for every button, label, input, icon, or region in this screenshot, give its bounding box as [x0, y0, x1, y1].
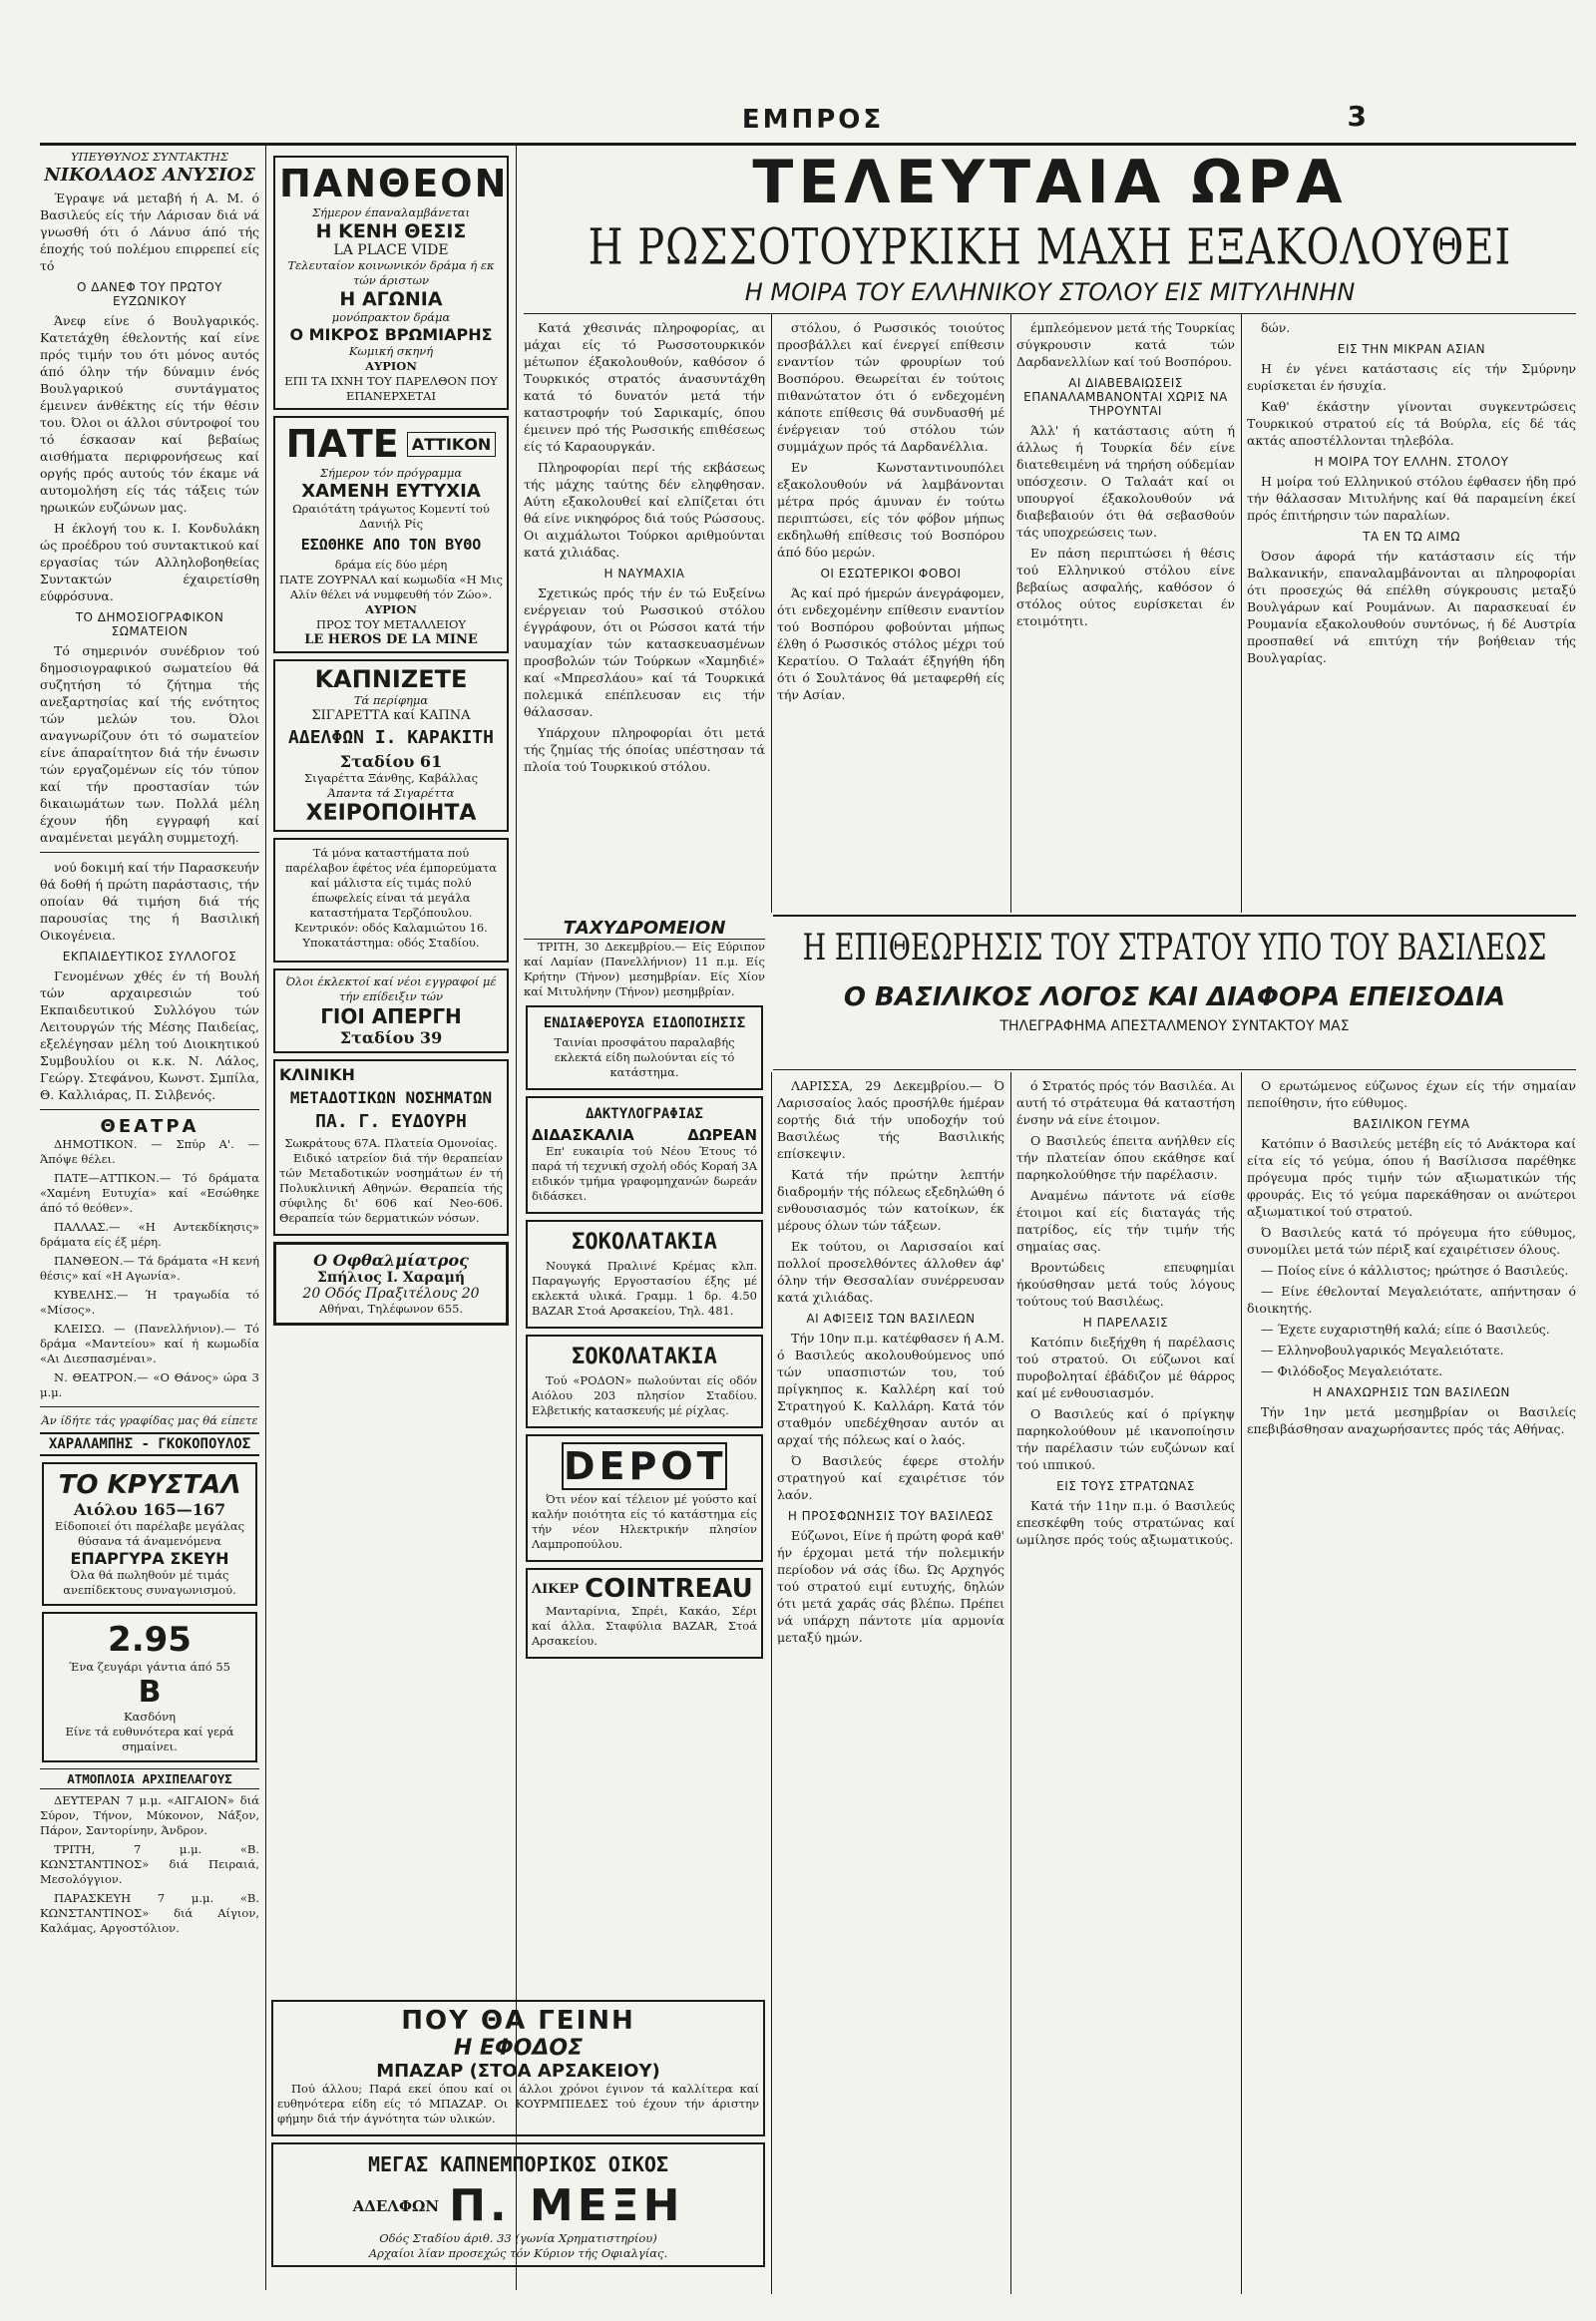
column-8	[1016, 1077, 1235, 2289]
ad-title: ΠΟΥ ΘΑ ΓΕΙΝΗ	[401, 2006, 635, 2036]
article-paragraph: Άνεφ είνε ό Βουλγαρικός. Κατετάχθη έθελοντής καί είνε πρός τιμήν του ότι μόνος αυτός άπό όλην τήν δύναμιν ένός Βουλγαρικού συντάγματος έμεινεν άνθέκτης είς τήν θέσιν του. Όλοι οι άλλοι σύντροφοί του τό έσκασαν καί βεβαίως αισθήματα περιφρονήσεως καί οργής πρός αυτούς τόν έκαμε νά αυτομολήση είς τάς τάξεις τών ηρωικών ευζώνων μας.	[40, 313, 259, 515]
advertisement-chocolates	[526, 1220, 763, 1329]
article-paragraph: ΛΑΡΙΣΣΑ, 29 Δεκεμβρίου.— Ό Λαρισσαίος λαός προσήλθε ήμέραν εορτής διά τήν υποδοχήν τού Βασιλέως τής Βασιλικής επίσκεψιν.	[777, 1078, 1004, 1161]
ad-text: Άπαντα τά Σιγαρέττα	[327, 786, 455, 800]
article-paragraph: Η έν γένει κατάστασις είς τήν Σμύρνην ευρίσκεται έν ήσυχία.	[1247, 361, 1576, 393]
article-paragraph: — Ποίος είνε ό κάλλιστος; ηρώτησε ό Βασιλεύς.	[1261, 1263, 1569, 1278]
ad-play-title: Η ΑΓΩΝΙΑ	[339, 288, 443, 310]
ad-address: Σταδίου 39	[339, 1028, 443, 1047]
ad-text: Όλα θά πωληθούν μέ τιμάς ανεπίδεκτους συναγωνισμού.	[63, 1568, 236, 1597]
column-divider	[265, 146, 266, 2290]
ad-text: ΠΑΤΕ ΖΟΥΡΝΑΛ καί κωμωδία «Η Μις Αλίν θέλει νά νυμφευθή τόν Ζώο».	[279, 573, 503, 601]
ad-title: ΣΟΚΟΛΑΤΑΚΙΑ	[572, 1345, 717, 1369]
ad-title-row	[532, 1126, 757, 1144]
column-divider	[1241, 1072, 1242, 2294]
ad-brand: ΜΠΑΖΑΡ (ΣΤΟΑ ΑΡΣΑΚΕΙΟΥ)	[376, 2061, 660, 2082]
column-4	[777, 319, 1004, 908]
ad-title: COINTREAU	[585, 1574, 753, 1604]
ad-title: ΧΕΙΡΟΠΟΙΗΤΑ	[305, 801, 477, 826]
article-paragraph: Η μοίρα τού Ελληνικού στόλου έφθασεν ήδη πρό τήν θάλασσαν Μιτυλήνης καί θά παραμείνη έκεί πρός έπιτήρησιν τών παραλίων.	[1247, 474, 1576, 523]
ad-brand: Σπήλιος Ι. Χαραμή	[316, 1270, 466, 1286]
ad-title: ΚΑΠΝΙΖΕΤΕ	[314, 665, 468, 693]
ad-text: μονόπρακτον δράμα	[331, 310, 451, 324]
column-3-lower	[524, 918, 765, 1995]
article-paragraph: Κατόπιν ό Βασιλεύς μετέβη είς τό Ανάκτορα καί είτα είς τό γεύμα, όπου ή Βασίλισσα παρέθηκε πρόγευμα πρός τιμήν τών αξιωματικών τής φρουράς. Εις τό γεύμα παρεκάθησαν οι ανώτεροι αξιωματικοί τού στρατού.	[1247, 1136, 1576, 1219]
advertisement-apergi	[273, 968, 509, 1053]
ad-text: Αρχαίοι λίαν προσεχώς τόν Κύριον τής Οφιαλγίας.	[368, 2246, 668, 2260]
ship-listing: ΠΑΡΑΣΚΕΥΗ 7 μ.μ. «Β. ΚΩΝΣΤΑΝΤΙΝΟΣ» διά Αίγιον, Καλάμας, Αργοστόλιον.	[40, 1891, 259, 1935]
deck: Η ΜΟΙΡΑ ΤΟΥ ΕΛΛΗΝΙΚΟΥ ΣΤΟΛΟΥ ΕΙΣ ΜΙΤΥΛΗΝΗΝ	[744, 278, 1356, 306]
ad-title: ΔΩΡΕΑΝ	[687, 1126, 757, 1144]
ad-address: Σταδίου 61	[339, 752, 443, 771]
article-paragraph: Κατά τήν 11ην π.μ. ό Βασιλεύς επεσκέφθη τούς στρατώνας καί ωμίλησε πρός τούς αξιωματικούς.	[1016, 1498, 1235, 1547]
article-paragraph: Κατόπιν διεξήχθη ή παρέλασις τού στρατού. Οι εύζωνοι καί πυροβοληταί έβάδιζον μέ θάρρος καί μέ ενθουσιασμόν.	[1016, 1335, 1235, 1400]
ad-title: ΧΑΡΑΛΑΜΠΗΣ - ΓΚΟΚΟΠΟΥΛΟΣ	[40, 1432, 259, 1456]
theatre-listing: Ν. ΘΕΑΤΡΟΝ.— «Ο Θάνος» ώρα 3 μ.μ.	[40, 1370, 259, 1399]
ad-text: δράμα είς δύο μέρη	[334, 558, 448, 572]
article-paragraph: Ο Βασιλεύς έπειτα ανήλθεν είς τήν πλατείαν όπου εκάθησε καί παρηκολούθησε τήν παρέλασιν.	[1016, 1133, 1235, 1182]
article-paragraph: — Έχετε ευχαριστηθή καλά; είπε ό Βασιλεύς.	[1261, 1322, 1550, 1337]
ad-text: Ταινίαι προσφάτου παραλαβής εκλεκτά είδη πωλούνται είς τό κατάστημα.	[554, 1035, 735, 1079]
ad-text: Ωραιότάτη τράγωτος Κομεντί τού Δανιήλ Ρίς	[292, 502, 490, 531]
column-9	[1247, 1077, 1576, 2289]
ad-letter: Β	[138, 1675, 162, 1710]
lower-headline: Η ΕΠΙΘΕΩΡΗΣΙΣ ΤΟΥ ΣΤΡΑΤΟΥ ΥΠΟ ΤΟΥ ΒΑΣΙΛΕΩΣ	[802, 927, 1547, 969]
ad-title: ΤΟ ΚΡΥΣΤΑΛ	[58, 1470, 241, 1500]
article-paragraph: Πληροφορίαι περί τής εκβάσεως τής μάχης ταύτης δέν εληφθησαν. Αύτη εξακολουθεί καί ελπίζεται ότι θά είνε νικηφόρος διά τούς Ρώσσους. Οι αιχμάλωτοι Τούρκοι αριθμούνται κατά χιλιάδας.	[524, 460, 765, 560]
section-subheading: Η ΝΑΥΜΑΧΙΑ	[603, 567, 685, 580]
section-subheading: ΕΙΣ ΤΟΥΣ ΣΤΡΑΤΩΝΑΣ	[1056, 1479, 1195, 1493]
article-paragraph: Εν Κωνσταντινουπόλει εξακολουθούν νά λαμβάνονται μέτρα πρός άμυναν έν τούτω περιπτώσει, είς τόν φόβον μήπως εκδηλωθή επίθεσις τού Βοσπόρου άπό δύο μερών.	[777, 460, 1004, 560]
ad-title-row	[277, 2180, 759, 2231]
section-subheading: ΤΑ ΕΝ ΤΩ ΑΙΜΩ	[1363, 530, 1460, 544]
lower-headline-rule	[773, 915, 1576, 917]
ad-play-title: Ο ΜΙΚΡΟΣ ΒΡΩΜΙΑΡΗΣ	[289, 325, 493, 344]
ad-text: Άν ίδήτε τάς γραφίδας μας θά είπετε	[41, 1413, 258, 1427]
column-2-ads	[271, 150, 511, 2294]
ad-address: Οδός Σταδίου άριθ. 33 (γωνία Χρηματιστηρίου)	[379, 2231, 657, 2245]
ad-text: Νουγκά Πραλινέ Κρέμας κλπ. Παραγωγής Εργοστασίου έξης μέ εκλεκτά υλικά. Γραμμ. 1 δρ. 4.50 BAZAR Στοά Αρσακείου, Τηλ. 481.	[532, 1259, 757, 1318]
ad-title: DEPOT	[564, 1444, 727, 1488]
theatre-listing: ΠΑΛΛΑΣ.— «Η Αντεκδίκησις» δράματα είς έξ μέρη.	[40, 1220, 259, 1249]
section-subheading: Η ΑΝΑΧΩΡΗΣΙΣ ΤΩΝ ΒΑΣΙΛΕΩΝ	[1313, 1385, 1510, 1399]
ad-text: Ότι νέον καί τέλειον μέ γούστο καί καλήν ποιότητα είς τό κατάστημα είς τήν νέον Ηλεκτρικήν πλησίον Λαμπροπούλου.	[532, 1492, 757, 1551]
ad-text: ΠΡΟΣ ΤΟΥ ΜΕΤΑΛΛΕΙΟΥ	[315, 617, 467, 631]
ad-title-row	[279, 422, 503, 466]
column-6	[1247, 319, 1576, 908]
section-subheading: Η ΠΡΟΣΦΩΝΗΣΙΣ ΤΟΥ ΒΑΣΙΛΕΩΣ	[787, 1509, 995, 1523]
theatre-listing: ΠΑΝΘΕΟΝ.— Τά δράματα «Η κενή θέσις» καί «Η Αγωνία».	[40, 1254, 259, 1283]
article-paragraph: Ο Βασιλεύς καί ό πρίγκηψ παρηκολούθουν μέ ικανοποίησιν τήν παρέλασιν τών ευζώνων καί τού ιππικού.	[1016, 1406, 1235, 1472]
theatre-listing: ΚΥΒΕΛΗΣ.— Ή τραγωδία τό «Μίσος».	[40, 1288, 259, 1317]
byline: ΤΗΛΕΓΡΑΦΗΜΑ ΑΠΕΣΤΑΛΜΕΝΟΥ ΣΥΝΤΑΚΤΟΥ ΜΑΣ	[999, 1018, 1350, 1034]
article-paragraph: Τήν 10ην π.μ. κατέφθασεν ή Α.Μ. ό Βασιλεύς ακολουθούμενος υπό τών υπασπιστών του, τού πρίγκηπος κ. Καλλέρη καί τού Στρατηγού Κ. Καλλάρη. Κατά τόν σταθμόν υπεδέχθησαν αυτόν αι αρχαί τής πόλεως καί ο λαός.	[777, 1331, 1004, 1447]
section-subheading: ΒΑΣΙΛΙΚΟΝ ΓΕΥΜΑ	[1353, 1117, 1470, 1131]
ad-title: ΠΑΝΘΕΟΝ	[279, 162, 509, 205]
ad-brand: Π. ΜΕΞΗ	[449, 2180, 684, 2231]
ad-text: Είδοποιεί ότι παρέλαβε μεγάλας θύσανα τά άναμενόμενα	[54, 1519, 245, 1548]
article-paragraph: Γενομένων χθές έν τή Βουλή τών αρχαιρεσιών τού Εκπαιδευτικού Συλλόγου τών Λειτουργών τής Μέσης Παιδείας, εξελέγησαν μέλη τού Διοικητικού Συμβουλίου οι κ.κ. Ν. Λάλος, Γεώργ. Στεφάνου, Κωνστ. Σμπίλα, Θ. Καλλιάρας, Π. Σιλβενός.	[40, 968, 259, 1102]
column-divider	[1241, 314, 1242, 913]
ad-address: Σωκράτους 67Α. Πλατεία Ομονοίας.	[284, 1136, 498, 1150]
article-paragraph: Κατά τήν πρώτην λεπτήν διαδρομήν τής πόλεως εξεδηλώθη ό ενθουσιασμός τών κατοίκων, έκ μέρους όλων τών τάξεων.	[777, 1167, 1004, 1233]
ad-play-title: ΧΑΜΕΝΗ ΕΥΤΥΧΙΑ	[301, 481, 481, 502]
ship-listing: ΔΕΥΤΕΡΑΝ 7 μ.μ. «ΑΙΓΑΙΟΝ» διά Σύρον, Τήνον, Μύκονον, Νάξον, Πάρον, Σαντορίνην, Άνδρον.	[40, 1793, 259, 1837]
ad-label: ΛΙΚΕΡ	[532, 1581, 580, 1597]
ad-brand: ΑΔΕΛΦΩΝ Ι. ΚΑΡΑΚΙΤΗ	[288, 727, 494, 748]
masthead-rule	[40, 143, 1576, 146]
article-paragraph: — Ελληνοβουλγαρικός Μεγαλειότατε.	[1261, 1343, 1504, 1357]
article-paragraph: Εκ τούτου, οι Λαρισσαίοι καί πολλοί προσελθόντες άλλοθεν άφ' όλην τήν Θεσσαλίαν συνέρρευσαν κατά χιλιάδας.	[777, 1239, 1004, 1305]
article-paragraph: Ό Βασιλεύς έφερε στολήν στρατηγού καί εχαιρέτισε τόν λαόν.	[777, 1453, 1004, 1502]
ad-address: 20 Οδός Πραξιτέλους 20	[302, 1286, 480, 1302]
ad-text: Κωμική σκηνή	[348, 344, 434, 358]
lower-headline-block	[773, 923, 1576, 1067]
masthead	[249, 100, 1377, 140]
column-divider	[516, 146, 517, 2290]
ad-street: Κασδόνη	[124, 1710, 176, 1724]
ad-play-title: Η ΚΕΝΗ ΘΕΣΙΣ	[315, 220, 467, 242]
ad-title: Η ΕΦΟΔΟΣ	[453, 2036, 584, 2061]
advertisement-karakiti	[273, 659, 509, 832]
ad-play-title: ΕΣΩΘΗΚΕ ΑΠΟ ΤΟΝ ΒΥΘΟ	[300, 536, 482, 554]
advertisement-ophthalmologist	[273, 1242, 509, 1326]
article-paragraph: Καθ' έκάστην γίνονται συγκεντρώσεις Τουρκικού στρατού είς τά Βούρλα, είς δέ τάς ακτάς αποστέλλονται τηλεβόλα.	[1247, 399, 1576, 448]
advertisement-pantheon	[273, 156, 509, 410]
section-subheading: ΟΙ ΕΣΩΤΕΡΙΚΟΙ ΦΟΒΟΙ	[820, 567, 962, 580]
article-paragraph: Ό Βασιλεύς κατά τό πρόγευμα ήτο εύθυμος, συνομίλει μετά τών πέριξ καί εχαιρέτισεν όλους.	[1247, 1225, 1576, 1257]
article-paragraph: Άλλ' ή κατάστασις αύτη ή άλλως ή Τουρκία δέν είνε διατεθειμένη νά τηρήση ούδεμίαν υπόσχεσιν. Ο Ταλαάτ καί οι υπουργοί έξακολουθούν νά διαβεβαιούν ότι θά σεβασθούν τάς υποχρεώσεις των.	[1016, 423, 1235, 540]
advertisement-bazaar	[271, 2000, 765, 2136]
section-subheading: ΑΙ ΔΙΑΒΕΒΑΙΩΣΕΙΣ ΕΠΑΝΑΛΑΜΒΑΝΟΝΤΑΙ ΧΩΡΙΣ ΝΑ ΤΗΡΟΥΝΤΑΙ	[1023, 376, 1228, 418]
theatres-heading: ΘΕΑΤΡΑ	[100, 1116, 200, 1137]
article-paragraph: — Είνε έθελονταί Μεγαλειότατε, απήντησαν ό διοικητής.	[1247, 1284, 1576, 1316]
article-paragraph: Άς καί πρό ήμερών άνεγράφομεν, ότι ενδεχομένην επίθεσιν εναντίον τού Βοσπόρου φοβούνται μήπως έλθη ό Ρωσσικός στόλος μέχρι τού Κερατίου. Ο Ταλαάτ έξηγήθη ήδη ότι ό Σουλτάνος θά μεταφερθή είς τήν Ασίαν.	[777, 585, 1004, 702]
ad-text: Ένα ζευγάρι γάντια άπό 55	[69, 1660, 230, 1674]
column-divider	[771, 1072, 772, 2294]
ad-title: ΣΟΚΟΛΑΤΑΚΙΑ	[572, 1230, 717, 1255]
article-paragraph: έμπλεόμενον μετά τής Τουρκίας σύγκρουσιν κατά τών Δαρδανελλίων καί τού Βοσπόρου.	[1016, 320, 1235, 369]
article-paragraph: Σχετικώς πρός τήν έν τώ Ευξείνω ενέργειαν τού Ρωσσικού στόλου έγγράφουν, ότι οι Ρώσσοι κατά τήν ναυμαχίαν τών κατασκευασμένων προσβολών τών Τούρκων «Χαμηδιέ» καί «Μπρεσλάου» καί τά Τουρκικά πολεμικά επέπλευσαν εις τήν θάλασσαν.	[524, 585, 765, 719]
editor-label: ΥΠΕΥΘΥΝΟΣ ΣΥΝΤΑΚΤΗΣ	[70, 150, 229, 164]
advertisement-typing	[526, 1096, 763, 1214]
ad-text: Επ' ευκαιρία τού Νέου Έτους τό παρά τή τεχνική σχολή οδός Κοραή 3Α ειδικόν τμήμα γραφομηχανών δωρεάν διδάσκει.	[532, 1144, 757, 1203]
ad-price: 2.95	[108, 1620, 192, 1660]
mail-listing: ΤΡΙΤΗ, 30 Δεκεμβρίου.— Είς Εύριπον καί Λαμίαν (Πανελλήνιον) 11 π.μ. Είς Κρήτην (Τήνον) μεσημβρίαν. Είς Χίον καί Μιτυλήνην (Τήνον) μεσημβρίαν.	[524, 940, 765, 998]
ad-title: ΑΤΤΙΚΟΝ	[407, 432, 497, 457]
ad-brand: ΓΙΟΙ ΑΠΕΡΓΗ	[320, 1004, 462, 1028]
section-subheading: ΕΚΠΑΙΔΕΥΤΙΚΟΣ ΣΥΛΛΟΓΟΣ	[62, 950, 237, 964]
ad-text: Μανταρίνια, Σπρέι, Κακάο, Σέρι καί άλλα. Σταφύλια BAZAR, Στοά Αρσακείου.	[532, 1604, 757, 1648]
ad-text: Ειδικό ιατρείον διά τήν θεραπείαν τών Μεταδοτικών νοσημάτων έν τή Πολυκλινική Αθηνών. Θεραπεία τής σύφιλης δι' 606 καί Neo-606. Θεραπεία τών δερματικών νόσων.	[279, 1151, 503, 1225]
ad-title: ΜΕΤΑΔΟΤΙΚΩΝ ΝΟΣΗΜΑΤΩΝ	[289, 1088, 493, 1107]
bottom-ads	[271, 2000, 765, 2299]
lower-sub-headline: Ο ΒΑΣΙΛΙΚΟΣ ΛΟΓΟΣ ΚΑΙ ΔΙΑΦΟΡΑ ΕΠΕΙΣΟΔΙΑ	[843, 982, 1506, 1012]
ad-text: Όλοι έκλεκτοί καί νέοι εγγραφοί μέ τήν επίδειξιν τών	[285, 974, 497, 1003]
column-3	[524, 319, 765, 908]
advertisement-chocolates-rodon	[526, 1335, 763, 1428]
section-subheading: ΤΟ ΔΗΜΟΣΙΟΓΡΑΦΙΚΟΝ ΣΩΜΑΤΕΙΟΝ	[75, 610, 224, 638]
column-1	[40, 150, 259, 2294]
ad-text: ΣΙΓΑΡΕΤΤΑ καί ΚΑΠΝΑ	[311, 708, 471, 723]
article-paragraph: Ο ερωτώμενος εύζωνος έχων είς τήν σημαίαν πεποίθησιν, ήτο εύθυμος.	[1247, 1078, 1576, 1110]
lower-headline-rule-bottom	[773, 1069, 1576, 1070]
theatre-listing: ΠΑΤΕ—ΑΤΤΙΚΟΝ.— Τό δράματα «Χαμένη Ευτυχία» καί «Εσώθηκε άπό τό θεόθεν».	[40, 1171, 259, 1215]
headline-rule	[524, 313, 1576, 314]
article-paragraph: ό Στρατός πρός τόν Βασιλέα. Αι αυτή τό στράτευμα θά καταστήση ένσην νά είνε έτοιμον.	[1016, 1078, 1235, 1127]
advertisement-notice	[526, 1005, 763, 1090]
article-paragraph: Εύζωνοι, Είνε ή πρώτη φορά καθ' ήν έρχομαι μετά τήν πολεμικήν περίοδον νά σάς ίδω. Ώς Αρχηγός τού στρατού ειμί ευτυχής, δηλών ότι μετά χαράς σάς βλέπω. Πρέπει νά υπάρχη πάντοτε μία αρμονία μεταξύ ημών.	[777, 1528, 1004, 1645]
advertisement-depot	[526, 1434, 763, 1562]
article-paragraph: Τήν 1ην μετά μεσημβρίαν οι Βασιλείς επεβιβάσθησαν αναχωρήσαντες πρός τάς Αθήνας.	[1247, 1404, 1576, 1436]
ad-title: ΚΛΙΝΙΚΗ	[279, 1065, 355, 1084]
ad-text: Σήμερον έπαναλαμβάνεται	[312, 205, 470, 219]
top-headline-block	[524, 148, 1576, 312]
article-paragraph: δών.	[1261, 320, 1291, 335]
editor-name: ΝΙΚΟΛΑΟΣ ΑΝΥΣΙΟΣ	[44, 165, 255, 186]
ad-text: Πού άλλου; Παρά εκεί όπου καί οι άλλοι χρόνοι έγινον τά καλλίτερα καί ευθηνότερα είδη είς τό ΜΠΑΖΑΡ. Οι ΚΟΥΡΜΠΙΕΔΕΣ τού έχουν τήν άριστην φήμην διά τήν άγνότητα τών υλικών.	[277, 2082, 759, 2126]
mail-heading: ΤΑΧΥΔΡΟΜΕΙΟΝ	[524, 918, 765, 940]
ad-title: ΔΑΚΤΥΛΟΓΡΑΦΙΑΣ	[585, 1106, 703, 1122]
ad-title: ΜΕΓΑΣ ΚΑΠΝΕΜΠΟΡΙΚΟΣ ΟΙΚΟΣ	[367, 2152, 669, 2176]
ad-text: Είνε τά ευθυνότερα καί γερά σημαίνει.	[65, 1725, 234, 1753]
ad-text: Τά μόνα καταστήματα πού παρέλαβον έφέτος νέα έμπορεύματα καί μάλιστα είς τιμάς πολύ έπωφελείς είναι τά μεγάλα καταστήματα Τερζόπουλου. Κεντρικόν: οδός Καλαμιώτου 16. Υποκατάστημα: οδός Σταδίου.	[284, 846, 498, 950]
article-paragraph: Όσον άφορά τήν κατάστασιν είς τήν Βαλκανικήν, επαναλαμβάνονται αι πληροφορίαι ότι προσεχώς θά επέλθη σύγκρουσις μεταξύ Βουλγάρων καί Ρουμάνων. Αι παρασκευαί έν Ρουμανία εξακολουθούν συντόνως, ή δέ Αυστρία προσπαθεί νά επιτύχη τήν βοήθειαν τής Βουλγαρίας.	[1247, 549, 1576, 665]
ad-text: Τά περίφημα	[353, 693, 429, 707]
article-paragraph: στόλου, ό Ρωσσικός τοιούτος προσβάλλει καί ένεργεί επίθεσιν εναντίον τών φρουρίων τού Βοσπόρου. Θεωρείται έν τούτοις πιθανώτατον ότι ό ενδεχομένη κάποτε επίθεσις θά συνδυασθή μέ ένέργειαν τού στόλου τών συμμάχων πρός τά Δαρδανέλλια.	[777, 320, 1004, 454]
ship-listing: ΤΡΙΤΗ, 7 μ.μ. «Β. ΚΩΝΣΤΑΝΤΙΝΟΣ» διά Πειραιά, Μεσολόγγιον.	[40, 1842, 259, 1886]
theatre-listing: ΔΗΜΟΤΙΚΟΝ. — Σπύρ Α'. — Άπόψε θέλει.	[40, 1137, 259, 1166]
sub-headline: Η ΡΩΣΣΟΤΟΥΡΚΙΚΗ ΜΑΧΗ ΕΞΑΚΟΛΟΥΘΕΙ	[588, 218, 1512, 276]
article-paragraph: Τό σημερινόν συνέδριον τού δημοσιογραφικού σωματείου θά συζητήση τό ζήτημα τής ανεξαρτησίας καί τής ενότητος τών μελών του. Όλοι αναγνωρίζουν ότι τό σωματείον είνε άπαραίτητον διά τήν ένωσιν τών εργαζομένων είς τόν τύπον καί τήν προστασίαν τών δικαιωμάτων των. Πολλά μέλη έχουν ήδη εγγραφή καί αναμένεται μεγάλη συμμετοχή.	[40, 643, 259, 845]
column-5	[1016, 319, 1235, 908]
article-paragraph: Αναμένω πάντοτε νά είσθε έτοιμοι καί είς διαταγάς τής πατρίδος, είς τήν τιμήν τής σημαίας σας.	[1016, 1188, 1235, 1254]
page-number: 3	[1347, 100, 1367, 133]
headline: ΤΕΛΕΥΤΑΙΑ ΩΡΑ	[752, 148, 1348, 217]
column-divider	[1010, 314, 1011, 913]
article-paragraph: Η έκλογή του κ. Ι. Κονδυλάκη ώς προέδρου τού συντακτικού καί εργασίας τών Αλληλοβοηθείας Συντακτών έχαιρετίσθη εύφρόσυνα.	[40, 521, 259, 603]
section-subheading: Ο ΔΑΝΕΦ ΤΟΥ ΠΡΩΤΟΥ ΕΥΖΩΝΙΚΟΥ	[77, 280, 222, 308]
advertisement-crystal	[42, 1462, 257, 1606]
ad-play-title: LE HEROS DE LA MINE	[304, 632, 478, 647]
ad-label: ΑΔΕΛΦΩΝ	[352, 2196, 440, 2215]
advertisement-gloves	[42, 1612, 257, 1762]
ad-title: Ο Οφθαλμίατρος	[313, 1251, 469, 1270]
ad-title: ΑΤΜΟΠΛΟΙΑ ΑΡΧΙΠΕΛΑΓΟΥΣ	[40, 1768, 259, 1789]
advertisement-clinic	[273, 1059, 509, 1236]
article-paragraph: Εν πάση περιπτώσει ή θέσις τού Ελληνικού στόλου είνε βεβαίως ασφαλής, καθόσον ό στόλος ούτος ευρίσκεται έν ετοιμότητι.	[1016, 546, 1235, 628]
column-divider	[771, 314, 772, 913]
article-paragraph: Κατά χθεσινάς πληροφορίας, αι μάχαι είς τό Ρωσσοτουρκικόν μέτωπον έξακολουθούν, καθόσον ό Τουρκικός στρατός άνασυντάχθη κατά τό δυνατόν μετά τήν καταστροφήν τού Σαρικαμίς, όπου έμεινεν πρό τής Ρωσσικής επιθέσεως είς τό Καραουργκάν.	[524, 320, 765, 454]
ad-text: Σήμερον τόν πρόγραμμα	[319, 466, 463, 480]
section-subheading: Η ΠΑΡΕΛΑΣΙΣ	[1082, 1316, 1169, 1330]
ad-title: ΠΑΤΕ	[285, 422, 399, 466]
advertisement-pate-attikon	[273, 416, 509, 653]
ad-title: ΕΝΔΙΑΦΕΡΟΥΣΑ ΕΙΔΟΠΟΙΗΣΙΣ	[543, 1015, 746, 1031]
section-subheading: Η ΜΟΙΡΑ ΤΟΥ ΕΛΛΗΝ. ΣΤΟΛΟΥ	[1314, 455, 1509, 469]
article-paragraph: — Φιλόδοξος Μεγαλειότατε.	[1261, 1363, 1443, 1378]
ad-brand: ΠΑ. Γ. ΕΥΔΟΥΡΗ	[315, 1111, 467, 1132]
ad-title-row	[532, 1574, 757, 1604]
theatre-listing: ΚΛΕΙΣΩ. — (Πανελλήνιον).— Τό δράμα «Μαντείου» καί ή κωμωδία «Αι Διεσπασμέναι».	[40, 1322, 259, 1365]
advertisement-cointreau	[526, 1568, 763, 1659]
ad-text: Τελευταίον κοινωνικόν δράμα ή εκ τών άριστων	[287, 258, 495, 287]
article-paragraph: Βροντώδεις επευφημίαι ήκούσθησαν μετά τούς λόγους τούτους τού Βασιλέως.	[1016, 1260, 1235, 1309]
ad-text: ΕΠΙ ΤΑ ΙΧΝΗ ΤΟΥ ΠΑΡΕΛΘΟΝ ΠΟΥ ΕΠΑΝΕΡΧΕΤΑΙ	[284, 374, 498, 403]
column-divider	[1010, 1072, 1011, 2294]
newspaper-name: ΕΜΠΡΟΣ	[741, 105, 885, 135]
advertisement-terzopoulos	[273, 838, 509, 963]
ad-tomorrow: ΑΥΡΙΟΝ	[365, 359, 417, 373]
ad-title: ΔΙΔΑΣΚΑΛΙΑ	[532, 1126, 634, 1144]
article-paragraph: Έγραψε νά μεταβή ή Α. Μ. ό Βασιλεύς είς τήν Λάρισαν διά νά γνωσθή ότι ό Λάνυσ άπό τής έποχής τού πολέμου επιρρεπεί είς τό	[40, 191, 259, 273]
ad-address: Αιόλου 165—167	[73, 1500, 226, 1519]
article-paragraph: Υπάρχουν πληροφορίαι ότι μετά τής ζημίας τής όποίας υπέστησαν τά πλοία τού Τουρκικού στόλου.	[524, 725, 765, 774]
article-paragraph: νού δοκιμή καί τήν Παρασκευήν θά δοθή ή πρώτη παράστασις, τήν οποίαν θά τιμήση διά τής παρουσίας της ή Βασιλική Οικογένεια.	[40, 860, 259, 943]
column-7	[777, 1077, 1004, 2289]
ad-text: Αθήναι, Τηλέφωνον 655.	[318, 1302, 464, 1316]
section-subheading: ΕΙΣ ΤΗΝ ΜΙΚΡΑΝ ΑΣΙΑΝ	[1337, 342, 1486, 356]
ad-text: Τού «ΡΟΔΟΝ» πωλούνται είς οδόν Αιόλου 203 πλησίον Σταδίου. Ελβετικής κατασκευής μέ ρίχλας.	[532, 1373, 757, 1417]
ad-tomorrow: ΑΥΡΙΟΝ	[365, 602, 417, 616]
section-subheading: ΑΙ ΑΦΙΞΕΙΣ ΤΩΝ ΒΑΣΙΛΕΩΝ	[806, 1312, 976, 1326]
ad-play-title: LA PLACE VIDE	[333, 242, 449, 258]
advertisement-mexi	[271, 2142, 765, 2267]
ad-title: ΕΠΑΡΓΥΡΑ ΣΚΕΥΗ	[70, 1549, 229, 1568]
ad-text: Σιγαρέττα Ξάνθης, Καβάλλας	[303, 771, 479, 785]
